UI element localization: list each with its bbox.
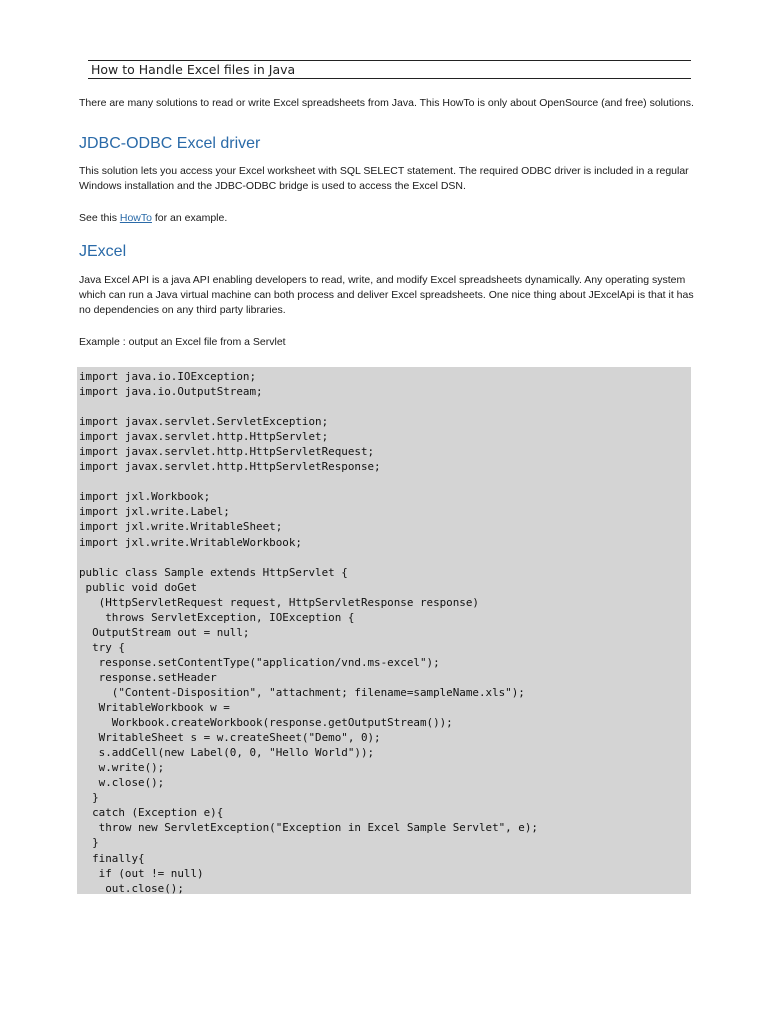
jdbc-odbc-paragraph: This solution lets you access your Excel worksheet with SQL SELECT statement. The required ODBC driver is included in a regular Windows installation and the JDBC-ODBC bridge is used to access the Excel DSN. <box>79 165 689 192</box>
section-heading-jexcel: JExcel <box>79 243 127 260</box>
code-listing: import java.io.IOException; import java.io.OutputStream; import javax.servlet.ServletException; import javax.servlet.http.HttpServlet; import javax.servlet.http.HttpServletRequest; import javax.servlet.http.HttpServletResponse; import jxl.Workbook; import jxl.write.Label; import jxl.write.WritableSheet; import jxl.write.WritableWorkbook; public class Sample extends HttpServlet { public void doGet (HttpServletRequest request, HttpServletResponse response) throws ServletException, IOException { OutputStream out = null; try { response.setContentType("application/vnd.ms-excel"); response.setHeader ("Content-Disposition", "attachment; filename=sampleName.xls"); WritableWorkbook w = Workbook.createWorkbook(response.getOutputStream()); WritableSheet s = w.createSheet("Demo", 0); s.addCell(new Label(0, 0, "Hello World")); w.write(); w.close(); } catch (Exception e){ throw new ServletException("Exception in Excel Sample Servlet", e); } finally{ if (out != null) out.close(); <box>79 370 538 894</box>
code-block <box>77 367 691 894</box>
see-howto-line <box>79 211 699 226</box>
document-title-bar <box>88 60 691 79</box>
section-heading-jdbc-odbc: JDBC-ODBC Excel driver <box>79 135 261 152</box>
intro-paragraph: There are many solutions to read or write Excel spreadsheets from Java. This HowTo is only about OpenSource (and free) solutions. <box>79 97 694 109</box>
jexcel-paragraph: Java Excel API is a java API enabling developers to read, write, and modify Excel spreadsheets dynamically. Any operating system which can run a Java virtual machine can both process and deliver Excel spreadsheets. One nice thing about JExcelApi is that it has no dependencies on any third party libraries. <box>79 274 694 316</box>
document-title: How to Handle Excel files in Java <box>91 62 296 77</box>
example-caption: Example : output an Excel file from a Servlet <box>79 336 286 348</box>
howto-link[interactable]: HowTo <box>119 212 152 224</box>
see-suffix-text: for an example. <box>151 212 228 224</box>
see-prefix-text: See this <box>79 212 120 224</box>
